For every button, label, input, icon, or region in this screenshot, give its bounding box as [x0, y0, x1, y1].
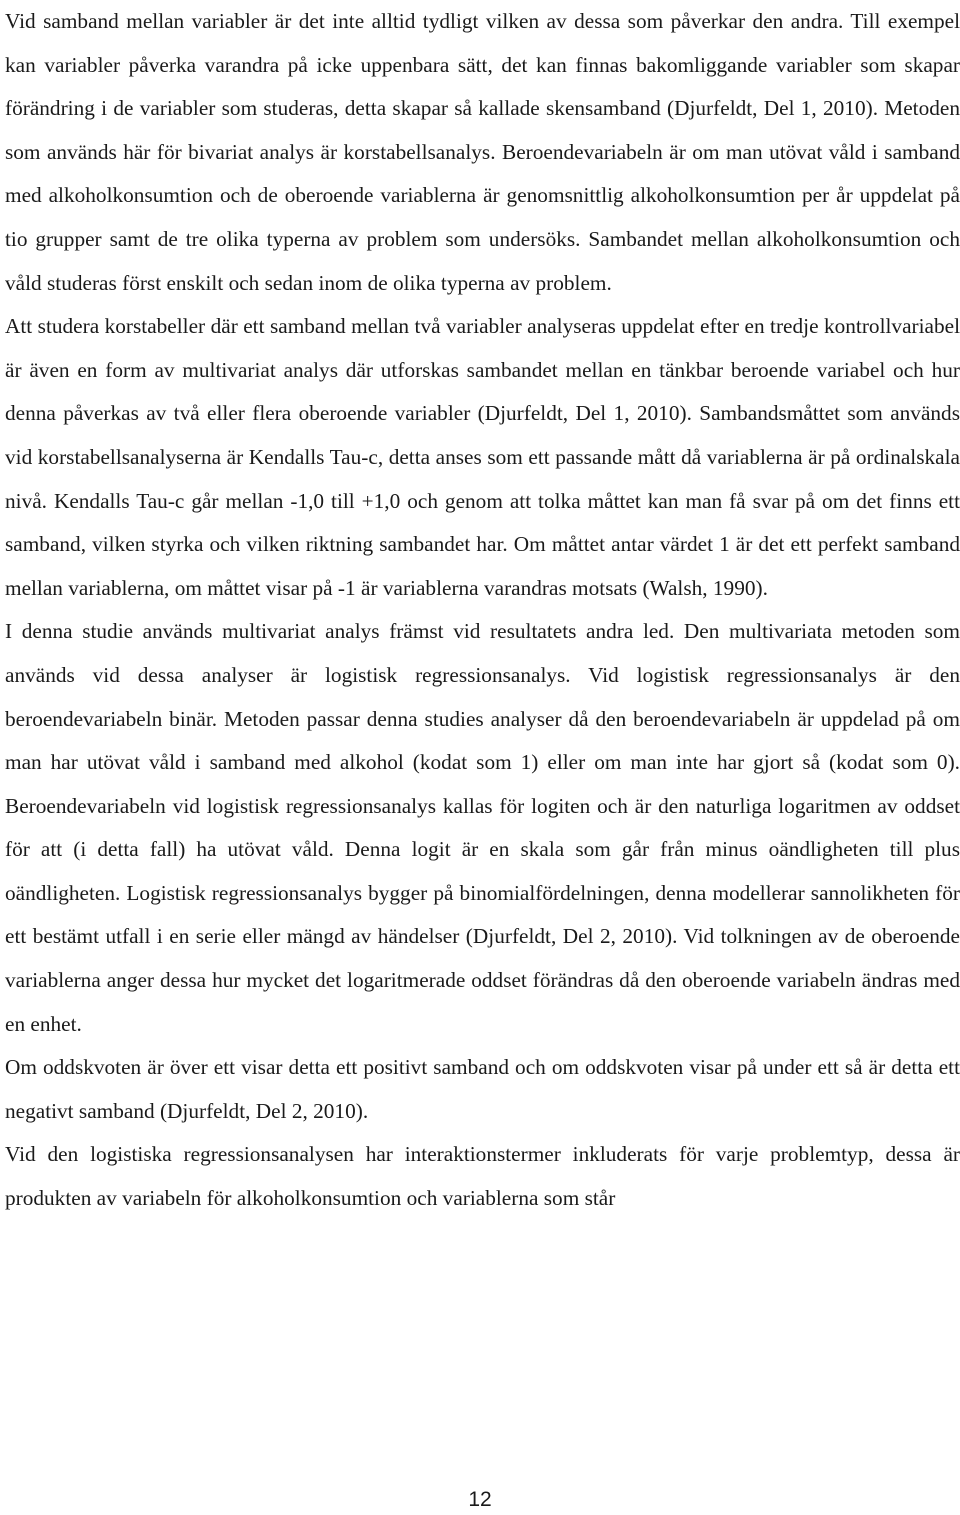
- paragraph-4: Om oddskvoten är över ett visar detta ett positivt samband och om oddskvoten visar på under ett så är detta ett negativt samband (Djurfeldt, Del 2, 2010).: [5, 1055, 960, 1123]
- page-number: 12: [468, 1488, 492, 1511]
- paragraph-5: Vid den logistiska regressionsanalysen har interaktionstermer inkluderats för varje problemtyp, dessa är produkten av variabeln för alkoholkonsumtion och variablerna som står: [5, 1142, 960, 1211]
- paragraph-3: I denna studie används multivariat analys främst vid resultatets andra led. Den multivariata metoden som används vid dessa analyser är logistisk regressionsanalys. Vid logistisk regressionsanalys är den beroendevariabeln binär. Metoden passar denna studies analyser då den beroendevariabeln är uppdelad på om man har utövat våld i samband med alkohol (kodat som 1) eller om man inte har gjort så (kodat som 0). Beroendevariabeln vid logistisk regressionsanalys kallas för logiten och är den naturliga logaritmen av oddset för att (i detta fall) ha utövat våld. Denna logit är en skala som går från minus oändligheten till plus oändligheten. Logistisk regressionsanalys bygger på binomialfördelningen, denna modellerar sannolikheten för ett bestämt utfall i en serie eller mängd av händelser (Djurfeldt, Del 2, 2010). Vid tolkningen av de oberoende variablerna anger dessa hur mycket det logaritmerade oddset förändras då den oberoende variabeln ändras med en enhet.: [5, 619, 960, 1036]
- paragraph-1: Vid samband mellan variabler är det inte alltid tydligt vilken av dessa som påverkar den andra. Till exempel kan variabler påverka varandra på icke uppenbara sätt, det kan finnas bakomliggande variabler som skapar förändring i de variabler som studeras, detta skapar så kallade skensamband (Djurfeldt, Del 1, 2010). Metoden som används här för bivariat analys är korstabellsanalys. Beroendevariabeln är om man utövat våld i samband med alkoholkonsumtion och de oberoende variablerna är genomsnittlig alkoholkonsumtion per år uppdelat på tio grupper samt de tre olika typerna av problem som undersöks. Sambandet mellan alkoholkonsumtion och våld studeras först enskilt och sedan inom de olika typerna av problem.: [5, 9, 960, 295]
- paragraph-2: Att studera korstabeller där ett samband mellan två variabler analyseras uppdelat efter en tredje kontrollvariabel är även en form av multivariat analys där utforskas sambandet mellan en tänkbar beroende variabel och hur denna påverkas av två eller flera oberoende variabler (Djurfeldt, Del 1, 2010). Sambandsmåttet som används vid korstabellsanalyserna är Kendalls Tau-c, detta anses som ett passande mått då variablerna är på ordinalskala nivå. Kendalls Tau-c går mellan -1,0 till +1,0 och genom att tolka måttet kan man få svar på om det finns ett samband, vilken styrka och vilken riktning sambandet har. Om måttet antar värdet 1 är det ett perfekt samband mellan variablerna, om måttet visar på -1 är variablerna varandras motsats (Walsh, 1990).: [5, 314, 960, 600]
- body-text: [5, 0, 960, 1221]
